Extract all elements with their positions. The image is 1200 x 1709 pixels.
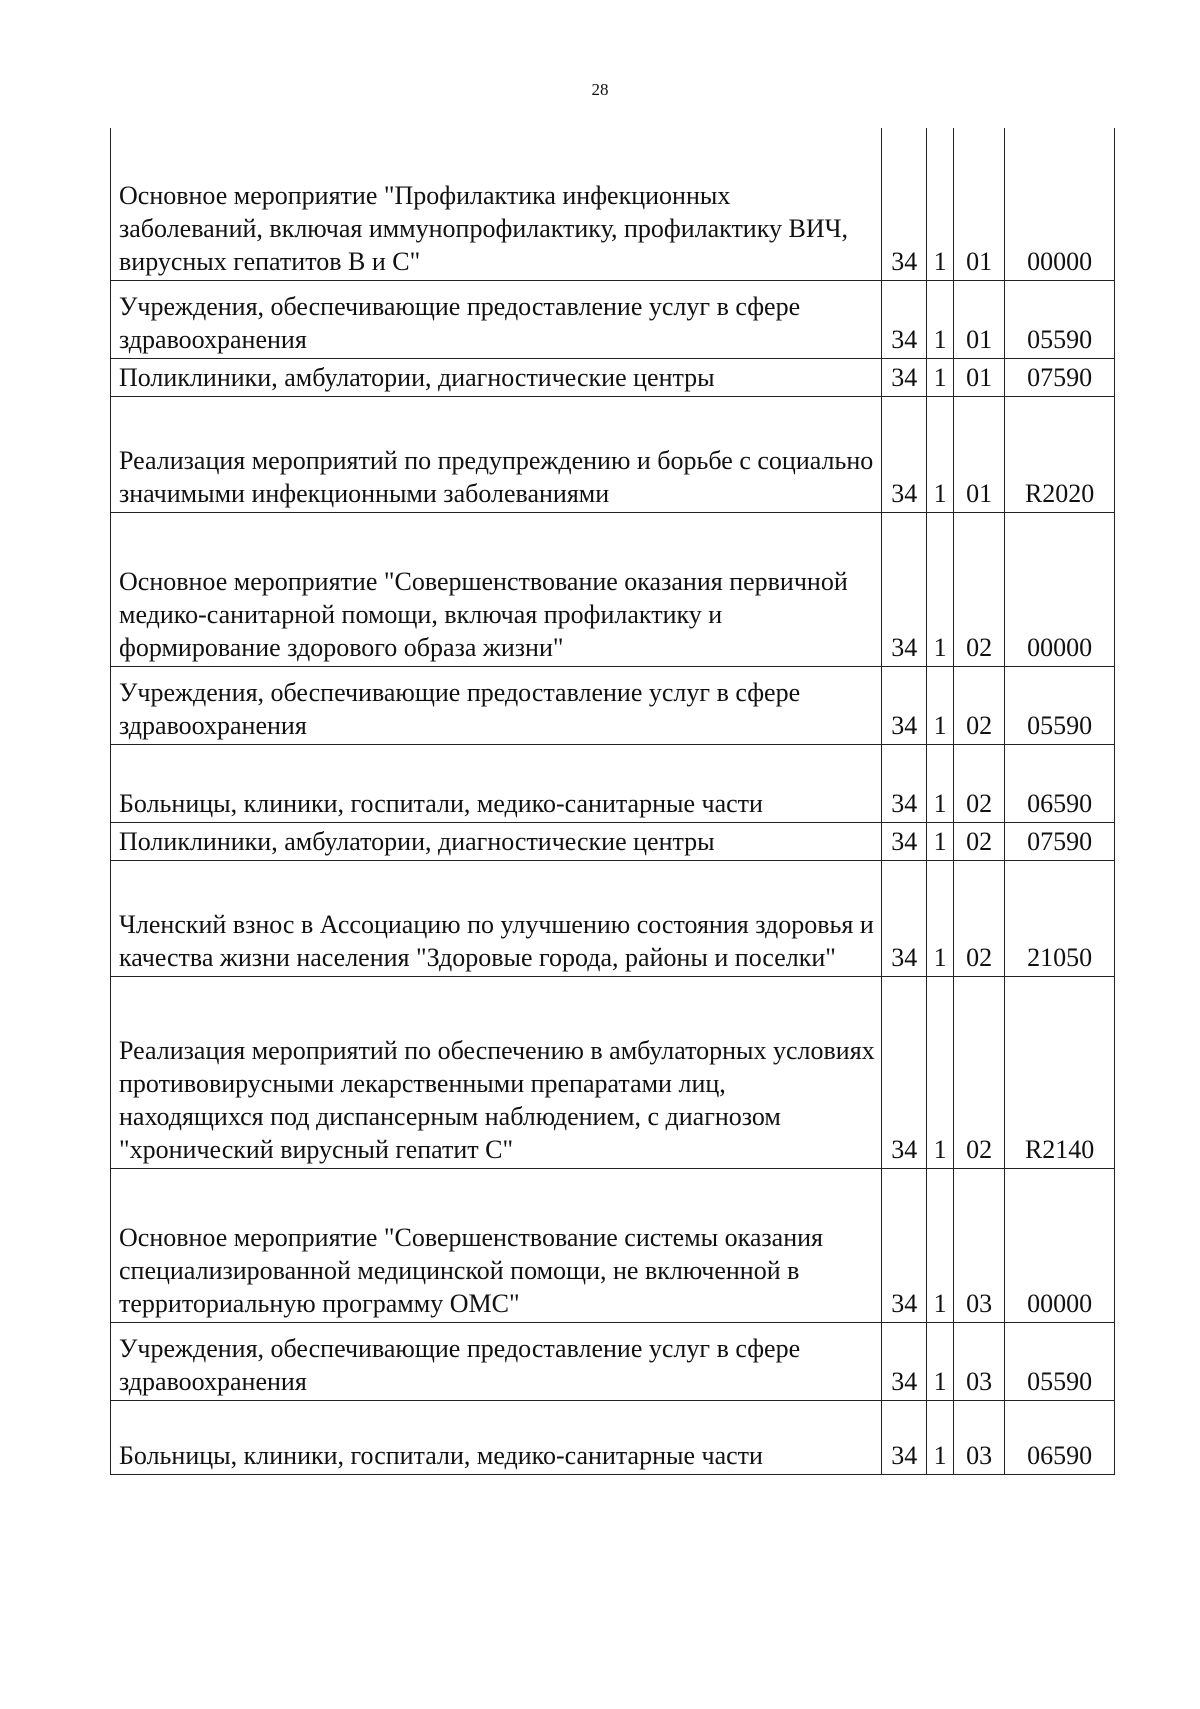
subprogram-code: 1 [927, 280, 954, 358]
activity-code: 02 [953, 666, 1004, 744]
table-row [111, 744, 1115, 822]
activity-code: 02 [953, 744, 1004, 822]
row-name: Учреждения, обеспечивающие предоставление услуг в сфере здравоохранения [111, 1322, 882, 1400]
subprogram-code: 1 [927, 860, 954, 976]
row-name: Основное мероприятие "Совершенствование системы оказания специализированной медицинской помощи, не включенной в территориальную программу ОМС" [111, 1168, 882, 1322]
subprogram-code: 1 [927, 976, 954, 1168]
subprogram-code: 1 [927, 396, 954, 512]
subprogram-code: 1 [927, 1168, 954, 1322]
row-name: Основное мероприятие "Профилактика инфекционных заболеваний, включая иммунопрофилактику, профилактику ВИЧ, вирусных гепатитов В и С" [111, 128, 882, 280]
table-row [111, 358, 1115, 396]
table-row [111, 1168, 1115, 1322]
activity-code: 01 [953, 358, 1004, 396]
direction-code: 06590 [1005, 744, 1115, 822]
page-number: 28 [591, 80, 609, 99]
row-name: Реализация мероприятий по обеспечению в амбулаторных условиях противовирусными лекарственными препаратами лиц, находящихся под диспансерным наблюдением, с диагнозом "хронический вирусный гепатит С" [111, 976, 882, 1168]
direction-code: R2020 [1005, 396, 1115, 512]
table-row [111, 280, 1115, 358]
subprogram-code: 1 [927, 822, 954, 860]
row-name: Поликлиники, амбулатории, диагностические центры [111, 358, 882, 396]
program-code: 34 [882, 396, 927, 512]
program-code: 34 [882, 822, 927, 860]
subprogram-code: 1 [927, 512, 954, 666]
activity-code: 02 [953, 512, 1004, 666]
subprogram-code: 1 [927, 1400, 954, 1474]
activity-code: 02 [953, 976, 1004, 1168]
direction-code: 05590 [1005, 1322, 1115, 1400]
program-code: 34 [882, 1168, 927, 1322]
direction-code: R2140 [1005, 976, 1115, 1168]
row-name: Учреждения, обеспечивающие предоставление услуг в сфере здравоохранения [111, 280, 882, 358]
row-name: Поликлиники, амбулатории, диагностические центры [111, 822, 882, 860]
program-code: 34 [882, 358, 927, 396]
activity-code: 03 [953, 1400, 1004, 1474]
direction-code: 21050 [1005, 860, 1115, 976]
activity-code: 01 [953, 280, 1004, 358]
table-row [111, 822, 1115, 860]
table-row [111, 860, 1115, 976]
direction-code: 06590 [1005, 1400, 1115, 1474]
program-code: 34 [882, 280, 927, 358]
activity-code: 01 [953, 396, 1004, 512]
direction-code: 00000 [1005, 512, 1115, 666]
budget-classification-table [110, 128, 1115, 1475]
row-name: Основное мероприятие "Совершенствование оказания первичной медико-санитарной помощи, включая профилактику и формирование здорового образа жизни" [111, 512, 882, 666]
row-name: Реализация мероприятий по предупреждению и борьбе с социально значимыми инфекционными заболеваниями [111, 396, 882, 512]
program-code: 34 [882, 744, 927, 822]
program-code: 34 [882, 860, 927, 976]
program-code: 34 [882, 1322, 927, 1400]
activity-code: 03 [953, 1168, 1004, 1322]
direction-code: 07590 [1005, 822, 1115, 860]
program-code: 34 [882, 128, 927, 280]
subprogram-code: 1 [927, 358, 954, 396]
subprogram-code: 1 [927, 666, 954, 744]
row-name: Членский взнос в Ассоциацию по улучшению состояния здоровья и качества жизни населения "Здоровые города, районы и поселки" [111, 860, 882, 976]
program-code: 34 [882, 976, 927, 1168]
table-row [111, 128, 1115, 280]
row-name: Больницы, клиники, госпитали, медико-санитарные части [111, 744, 882, 822]
direction-code: 00000 [1005, 128, 1115, 280]
row-name: Больницы, клиники, госпитали, медико-санитарные части [111, 1400, 882, 1474]
activity-code: 02 [953, 822, 1004, 860]
table-row [111, 512, 1115, 666]
table-row [111, 666, 1115, 744]
activity-code: 02 [953, 860, 1004, 976]
direction-code: 05590 [1005, 666, 1115, 744]
table-row [111, 396, 1115, 512]
program-code: 34 [882, 666, 927, 744]
subprogram-code: 1 [927, 128, 954, 280]
direction-code: 05590 [1005, 280, 1115, 358]
program-code: 34 [882, 512, 927, 666]
table-row [111, 1400, 1115, 1474]
table-row [111, 976, 1115, 1168]
activity-code: 01 [953, 128, 1004, 280]
row-name: Учреждения, обеспечивающие предоставление услуг в сфере здравоохранения [111, 666, 882, 744]
subprogram-code: 1 [927, 1322, 954, 1400]
activity-code: 03 [953, 1322, 1004, 1400]
direction-code: 00000 [1005, 1168, 1115, 1322]
table-row [111, 1322, 1115, 1400]
direction-code: 07590 [1005, 358, 1115, 396]
subprogram-code: 1 [927, 744, 954, 822]
program-code: 34 [882, 1400, 927, 1474]
